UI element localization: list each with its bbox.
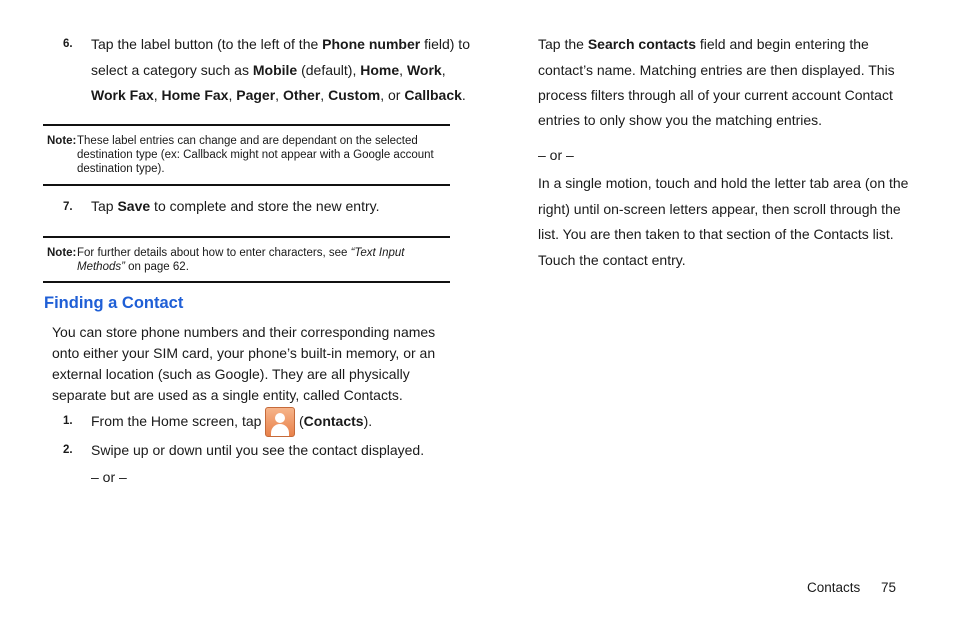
note-1 [47, 134, 447, 178]
note-2-bottom-rule [43, 281, 450, 283]
contacts-icon-head [275, 413, 285, 423]
step-6-line-3: Work Fax, Home Fax, Pager, Other, Custom, or Callback. [91, 87, 466, 103]
step-7-number: 7. [63, 201, 73, 213]
note-1-top-rule [43, 124, 450, 126]
step-6-number: 6. [63, 38, 73, 50]
step-1-number: 1. [63, 415, 73, 427]
note-2-text: For further details about how to enter characters, see “Text Input Methods” on page 62. [77, 247, 405, 273]
step-1-contacts-label: (Contacts). [299, 413, 373, 429]
note-2-top-rule [43, 236, 450, 238]
note-2-label: Note: [47, 247, 77, 259]
note-2 [47, 246, 447, 276]
contacts-icon-shoulders [271, 424, 289, 436]
section-heading: Finding a Contact [44, 294, 184, 312]
step-6-line-2: select a category such as Mobile (default), Home, Work, [91, 62, 446, 78]
left-or-separator: – or – [91, 469, 127, 485]
right-paragraph-1-rest: contact’s name. Matching entries are then displayed. This process filters through all of your current account Contact entries to only show you the matching entries. [538, 62, 895, 128]
step-6-line-1: Tap the label button (to the left of the Phone number field) to [91, 36, 470, 52]
footer-page-number: 75 [881, 580, 897, 595]
contacts-icon[interactable] [265, 407, 295, 437]
right-or-separator: – or – [538, 147, 574, 163]
footer-section-name: Contacts [807, 580, 861, 595]
section-intro-paragraph: You can store phone numbers and their corresponding names onto either your SIM card, your phone’s built-in memory, or an external location (such as Google). They are all physically separate but are used as a single entity, called Contacts. [52, 324, 436, 403]
right-paragraph-1-line-1: Tap the Search contacts field and begin entering the [538, 36, 869, 52]
step-7-text: Tap Save to complete and store the new entry. [91, 198, 380, 214]
note-1-label: Note: [47, 135, 77, 147]
step-2-text: Swipe up or down until you see the contact displayed. [91, 442, 425, 458]
note-1-bottom-rule [43, 184, 450, 186]
right-paragraph-2: In a single motion, touch and hold the letter tab area (on the right) until on-screen letters appear, then scroll through the list. You are then taken to that section of the Contacts list. Touch the contact entry. [538, 175, 909, 268]
step-2-number: 2. [63, 444, 73, 456]
note-1-text: These label entries can change and are dependant on the selected destination type (ex: Callback might not appear with a Google account destination type). [77, 135, 434, 175]
step-1-text: From the Home screen, tap [91, 413, 262, 429]
